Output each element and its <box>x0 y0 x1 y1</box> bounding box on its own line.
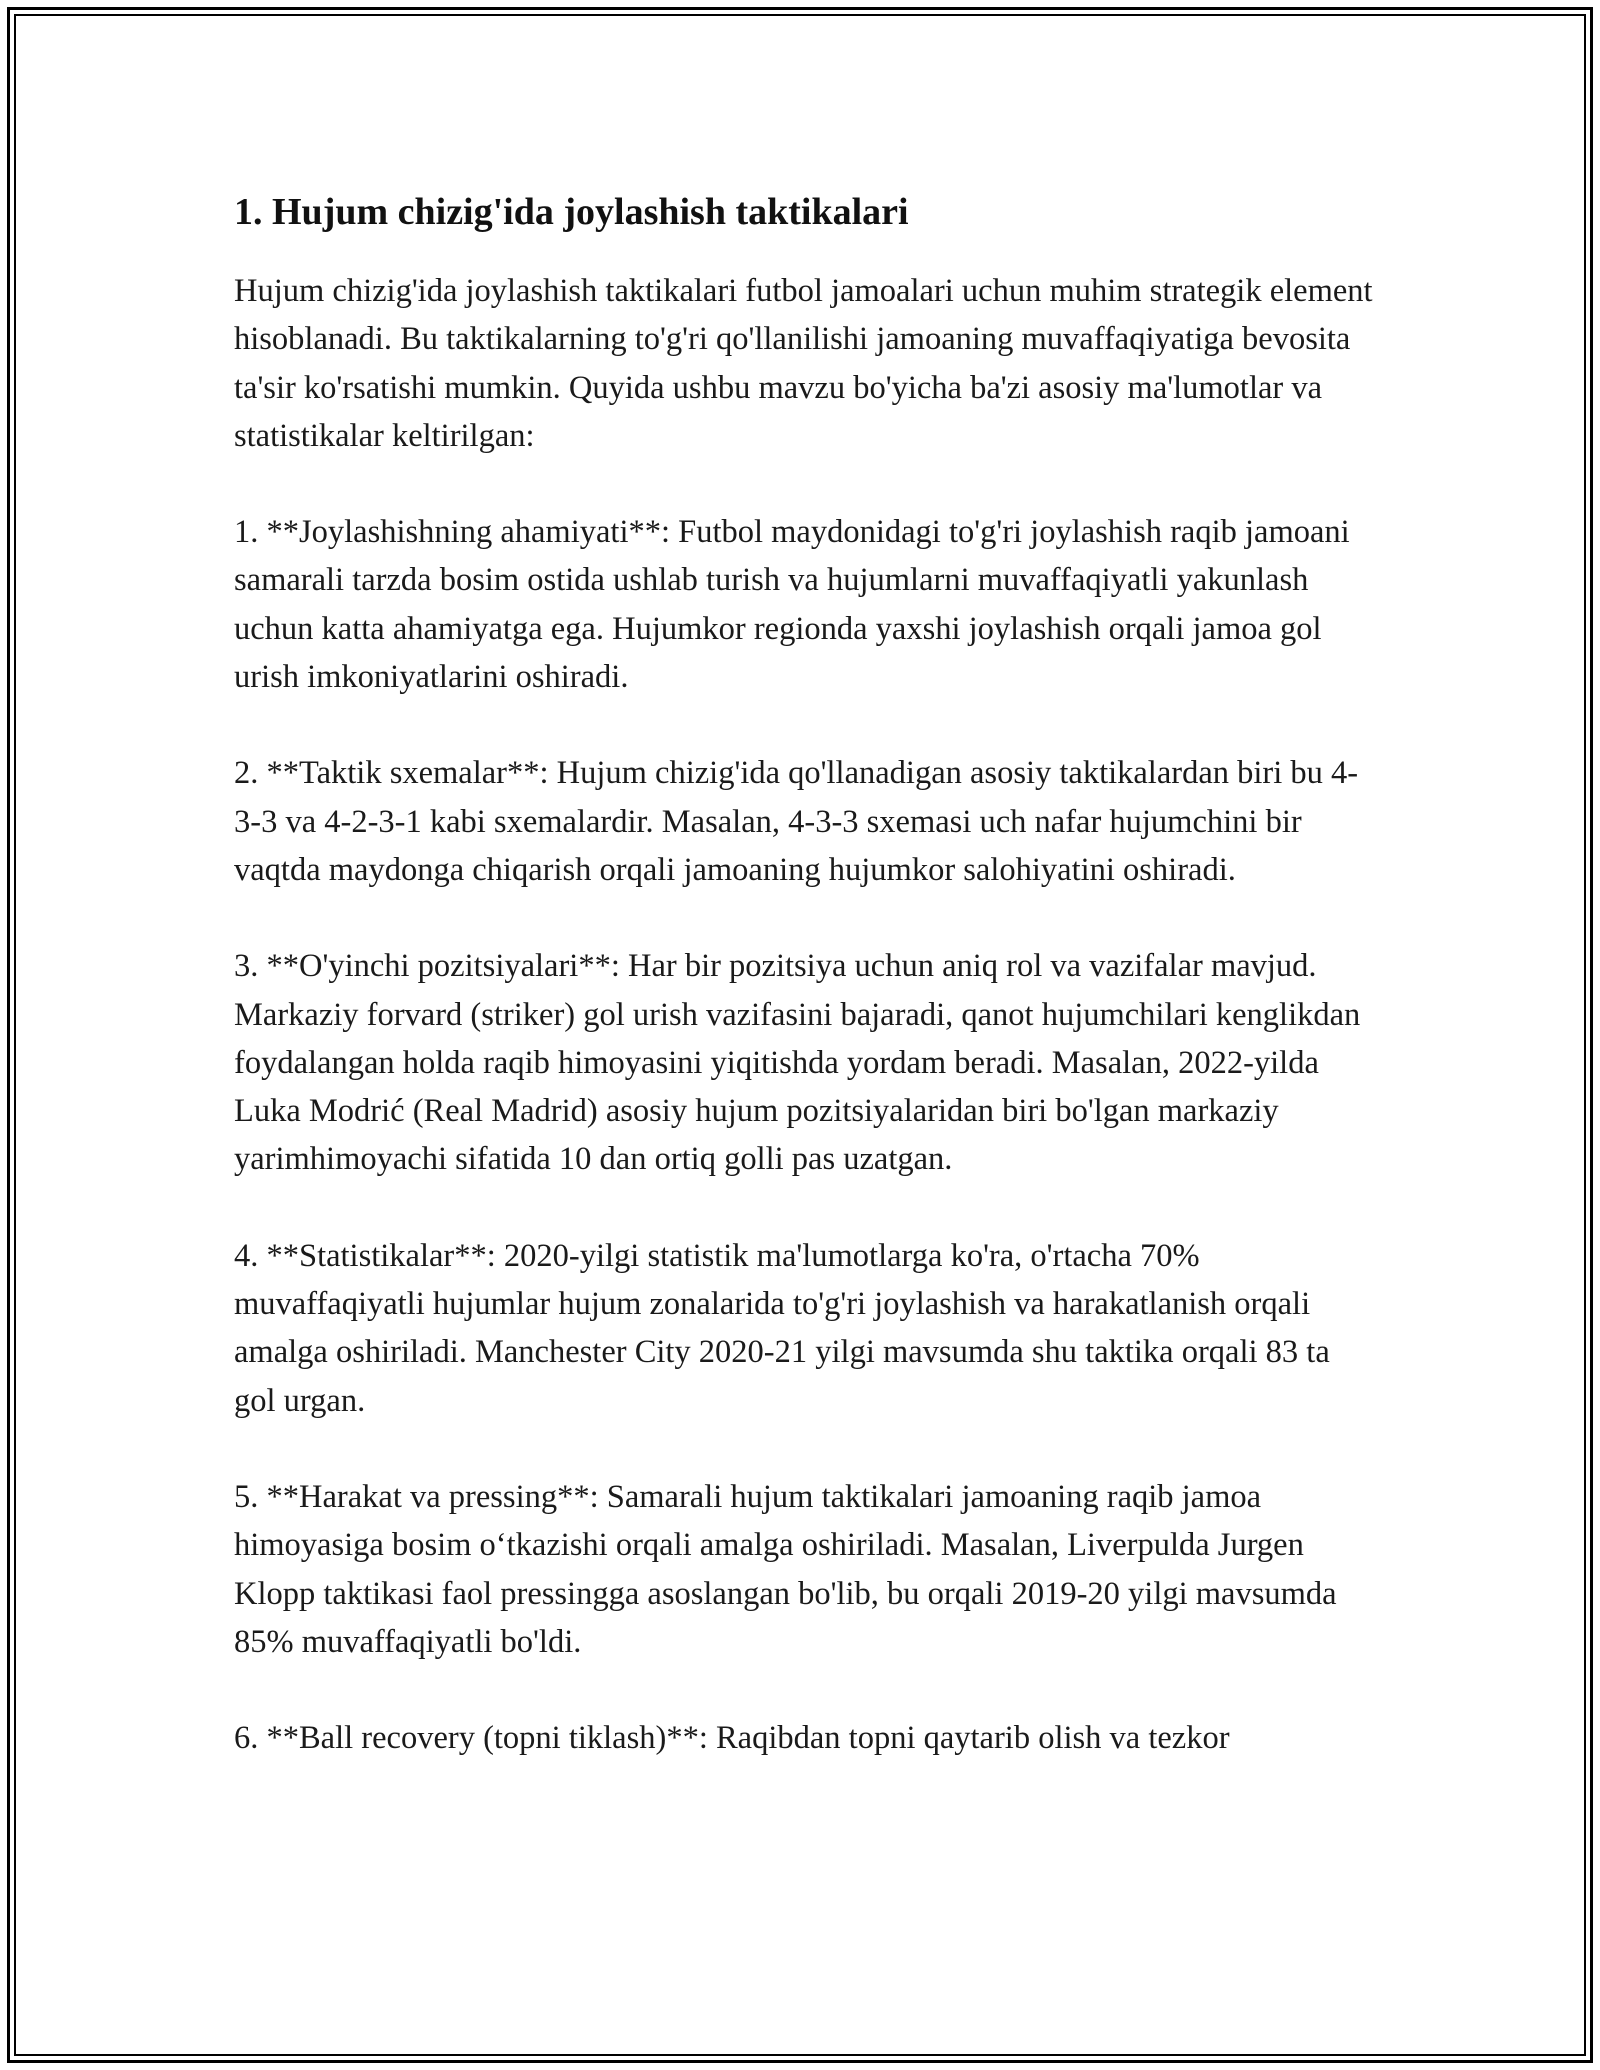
list-item-4: 4. **Statistikalar**: 2020-yilgi statistik ma'lumotlarga ko'ra, o'rtacha 70% muvaffaqiyatli hujumlar hujum zonalarida to'g'ri joylashish va harakatlanish orqali amalga oshiriladi. Manchester City 2020-21 yilgi mavsumda shu taktika orqali 83 ta gol urgan. <box>234 1237 1330 1419</box>
document-body <box>234 188 1379 1810</box>
list-item-5: 5. **Harakat va pressing**: Samarali hujum taktikalari jamoaning raqib jamoa himoyasiga bosim oʻtkazishi orqali amalga oshiriladi. Masalan, Liverpulda Jurgen Klopp taktikasi faol pressingga asoslangan bo'lib, bu orqali 2019-20 yilgi mavsumda 85% muvaffaqiyatli bo'ldi. <box>234 1478 1337 1660</box>
intro-paragraph: Hujum chizig'ida joylashish taktikalari futbol jamoalari uchun muhim strategik element hisoblanadi. Bu taktikalarning to'g'ri qo'llanilishi jamoaning muvaffaqiyatiga bevosita ta'sir ko'rsatishi mumkin. Quyida ushbu mavzu bo'yicha ba'zi asosiy ma'lumotlar va statistikalar keltirilgan: <box>234 273 1373 454</box>
list-item-3: 3. **O'yinchi pozitsiyalari**: Har bir pozitsiya uchun aniq rol va vazifalar mavjud. Markaziy forvard (striker) gol urish vazifasini bajaradi, qanot hujumchilari kenglikdan foydalangan holda raqib himoyasini yiqitishda yordam beradi. Masalan, 2022-yilda Luka Modrić (Real Madrid) asosiy hujum pozitsiyalaridan biri bo'lgan markaziy yarimhimoyachi sifatida 10 dan ortiq golli pas uzatgan. <box>234 948 1361 1178</box>
list-item-2: 2. **Taktik sxemalar**: Hujum chizig'ida qo'llanadigan asosiy taktikalardan biri bu 4-3-3 va 4-2-3-1 kabi sxemalardir. Masalan, 4-3-3 sxemasi uch nafar hujumchini bir vaqtda maydonga chiqarish orqali jamoaning hujumkor salohiyatini oshiradi. <box>234 755 1359 888</box>
document-title: 1. Hujum chizig'ida joylashish taktikalari <box>234 191 909 233</box>
list-item-1: 1. **Joylashishning ahamiyati**: Futbol maydonidagi to'g'ri joylashish raqib jamoani samarali tarzda bosim ostida ushlab turish va hujumlarni muvaffaqiyatli yakunlash uchun katta ahamiyatga ega. Hujumkor regionda yaxshi joylashish orqali jamoa gol urish imkoniyatlarini oshiradi. <box>234 514 1350 696</box>
list-item-6: 6. **Ball recovery (topni tiklash)**: Raqibdan topni qaytarib olish va tezkor <box>234 1720 1230 1757</box>
